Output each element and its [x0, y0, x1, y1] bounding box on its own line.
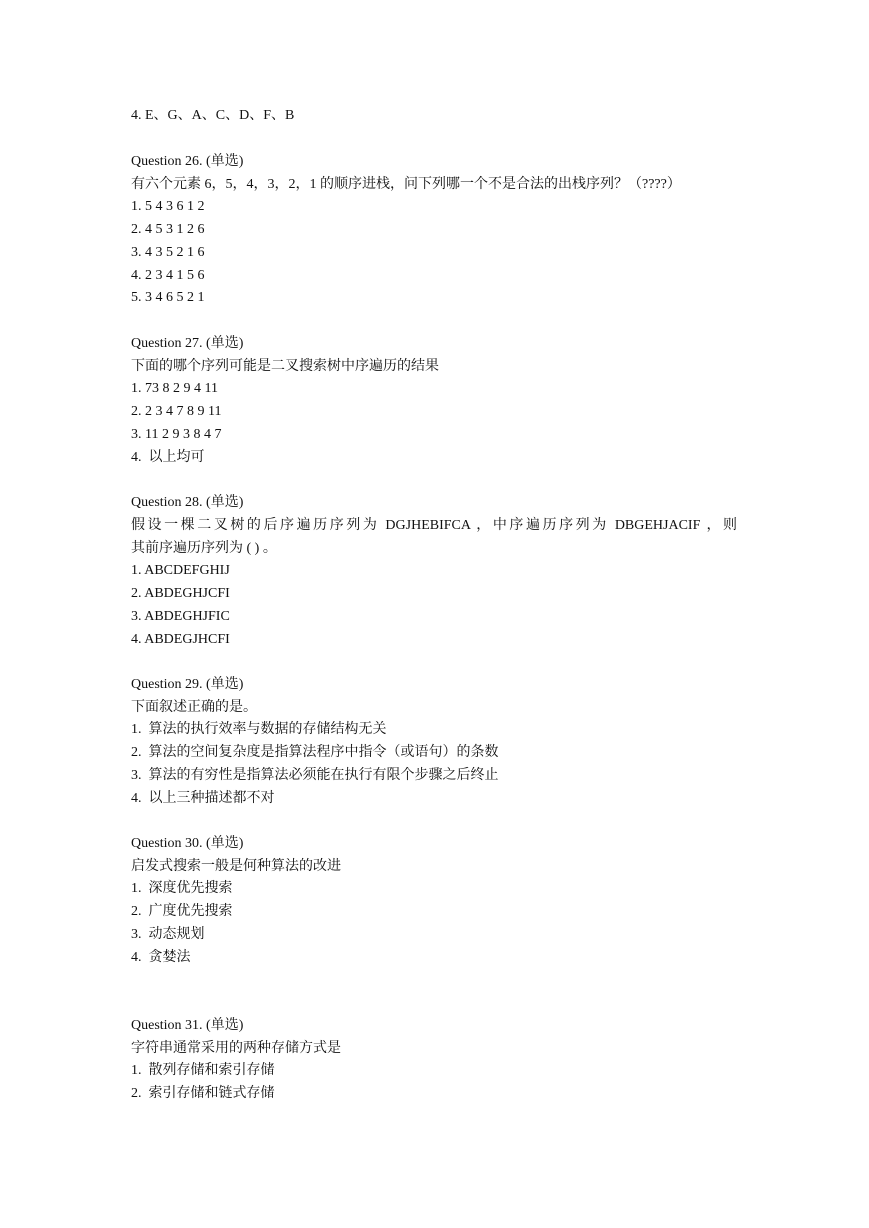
- q26-option-1: 1. 5 4 3 6 1 2: [131, 199, 205, 214]
- q29-option-2: 2. 算法的空间复杂度是指算法程序中指令（或语句）的条数: [131, 745, 499, 760]
- q28-option-3: 3. ABDEGHJFIC: [131, 609, 230, 624]
- q26-option-3: 3. 4 3 5 2 1 6: [131, 245, 205, 260]
- q29-option-4: 4. 以上三种描述都不对: [131, 791, 275, 806]
- q29-stem: 下面叙述正确的是。: [131, 700, 257, 715]
- q28-stem-line-2: 其前序遍历序列为 ( ) 。: [131, 541, 277, 556]
- q27-option-4: 4. 以上均可: [131, 450, 205, 465]
- q27-option-2: 2. 2 3 4 7 8 9 11: [131, 404, 222, 419]
- q30-heading: Question 30. (单选): [131, 836, 244, 851]
- q30-stem: 启发式搜索一般是何种算法的改进: [131, 859, 341, 874]
- q25-option-4: 4. E、G、A、C、D、F、B: [131, 108, 295, 123]
- q27-option-3: 3. 11 2 9 3 8 4 7: [131, 427, 222, 442]
- q31-option-2: 2. 索引存储和链式存储: [131, 1086, 275, 1101]
- q28-stem-line-1: 假设一棵二叉树的后序遍历序列为 DGJHEBIFCA ，中序遍历序列为 DBGEHJACIF ，则: [131, 518, 737, 533]
- q28-option-4: 4. ABDEGJHCFI: [131, 632, 230, 647]
- q26-stem: 有六个元素 6，5，4，3，2，1 的顺序进栈，问下列哪一个不是合法的出栈序列？（????）: [131, 177, 681, 192]
- q27-stem: 下面的哪个序列可能是二叉搜索树中序遍历的结果: [131, 359, 439, 374]
- q30-option-4: 4. 贪婪法: [131, 950, 191, 965]
- q26-option-5: 5. 3 4 6 5 2 1: [131, 290, 205, 305]
- q28-heading: Question 28. (单选): [131, 495, 244, 510]
- q31-heading: Question 31. (单选): [131, 1018, 244, 1033]
- q29-heading: Question 29. (单选): [131, 677, 244, 692]
- q29-option-1: 1. 算法的执行效率与数据的存储结构无关: [131, 722, 387, 737]
- q30-option-2: 2. 广度优先搜索: [131, 904, 233, 919]
- q31-stem: 字符串通常采用的两种存储方式是: [131, 1041, 341, 1056]
- q26-heading: Question 26. (单选): [131, 154, 244, 169]
- q27-heading: Question 27. (单选): [131, 336, 244, 351]
- q28-option-2: 2. ABDEGHJCFI: [131, 586, 230, 601]
- q29-option-3: 3. 算法的有穷性是指算法必须能在执行有限个步骤之后终止: [131, 768, 499, 783]
- q27-option-1: 1. 73 8 2 9 4 11: [131, 381, 218, 396]
- q28-option-1: 1. ABCDEFGHIJ: [131, 563, 230, 578]
- q26-option-2: 2. 4 5 3 1 2 6: [131, 222, 205, 237]
- q30-option-1: 1. 深度优先搜索: [131, 881, 233, 896]
- q26-option-4: 4. 2 3 4 1 5 6: [131, 268, 205, 283]
- q31-option-1: 1. 散列存储和索引存储: [131, 1063, 275, 1078]
- q30-option-3: 3. 动态规划: [131, 927, 205, 942]
